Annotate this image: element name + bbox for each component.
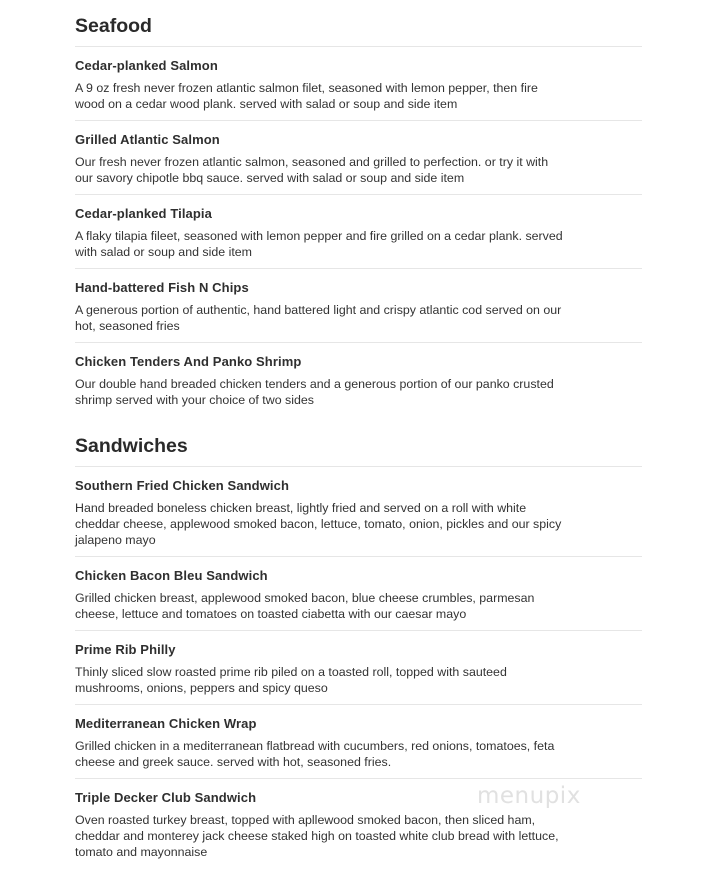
menu xyxy=(75,14,642,868)
item-name: Triple Decker Club Sandwich xyxy=(75,790,257,805)
menu-item xyxy=(75,195,642,269)
menu-item xyxy=(75,705,642,779)
item-description: Grilled chicken breast, applewood smoked bacon, blue cheese crumbles, parmesan cheese, lettuce and tomatoes on toasted ciabetta with our caesar mayo xyxy=(75,591,535,621)
section-title: Sandwiches xyxy=(75,434,642,467)
item-description: A generous portion of authentic, hand battered light and crispy atlantic cod served on our hot, seasoned fries xyxy=(75,303,562,333)
item-description: Hand breaded boneless chicken breast, lightly fried and served on a roll with white cheddar cheese, applewood smoked bacon, lettuce, tomato, onion, pickles and our spicy jalapeno mayo xyxy=(75,501,562,547)
item-description: A flaky tilapia fileet, seasoned with lemon pepper and fire grilled on a cedar plank. served with salad or soup and side item xyxy=(75,229,563,259)
item-name: Chicken Bacon Bleu Sandwich xyxy=(75,568,268,583)
item-name: Cedar-planked Salmon xyxy=(75,58,218,73)
item-description: Oven roasted turkey breast, topped with apllewood smoked bacon, then sliced ham, cheddar and monterey jack cheese staked high on toasted white club bread with lettuce, tomato and mayonnaise xyxy=(75,813,559,859)
item-name: Prime Rib Philly xyxy=(75,642,176,657)
item-name: Mediterranean Chicken Wrap xyxy=(75,716,257,731)
item-description: A 9 oz fresh never frozen atlantic salmon filet, seasoned with lemon pepper, then fire wood on a cedar wood plank. served with salad or soup and side item xyxy=(75,81,538,111)
item-name: Cedar-planked Tilapia xyxy=(75,206,212,221)
menu-item xyxy=(75,47,642,121)
item-description: Grilled chicken in a mediterranean flatbread with cucumbers, red onions, tomatoes, feta cheese and greek sauce. served with hot, seasoned fries. xyxy=(75,739,555,769)
item-name: Chicken Tenders And Panko Shrimp xyxy=(75,354,302,369)
menu-item xyxy=(75,557,642,631)
section-title: Seafood xyxy=(75,14,642,47)
section-seafood xyxy=(75,14,642,416)
menu-item xyxy=(75,467,642,557)
item-description: Our double hand breaded chicken tenders and a generous portion of our panko crusted shrimp served with your choice of two sides xyxy=(75,377,554,407)
menu-item xyxy=(75,631,642,705)
item-name: Hand-battered Fish N Chips xyxy=(75,280,249,295)
item-name: Southern Fried Chicken Sandwich xyxy=(75,478,290,493)
menu-item xyxy=(75,343,642,416)
menu-item xyxy=(75,269,642,343)
menu-item xyxy=(75,121,642,195)
item-description: Our fresh never frozen atlantic salmon, seasoned and grilled to perfection. or try it with our savory chipotle bbq sauce. served with salad or soup and side item xyxy=(75,155,549,185)
item-description: Thinly sliced slow roasted prime rib piled on a toasted roll, topped with sauteed mushrooms, onions, peppers and spicy queso xyxy=(75,665,507,695)
item-name: Grilled Atlantic Salmon xyxy=(75,132,220,147)
watermark-logo: menupix xyxy=(477,783,581,809)
